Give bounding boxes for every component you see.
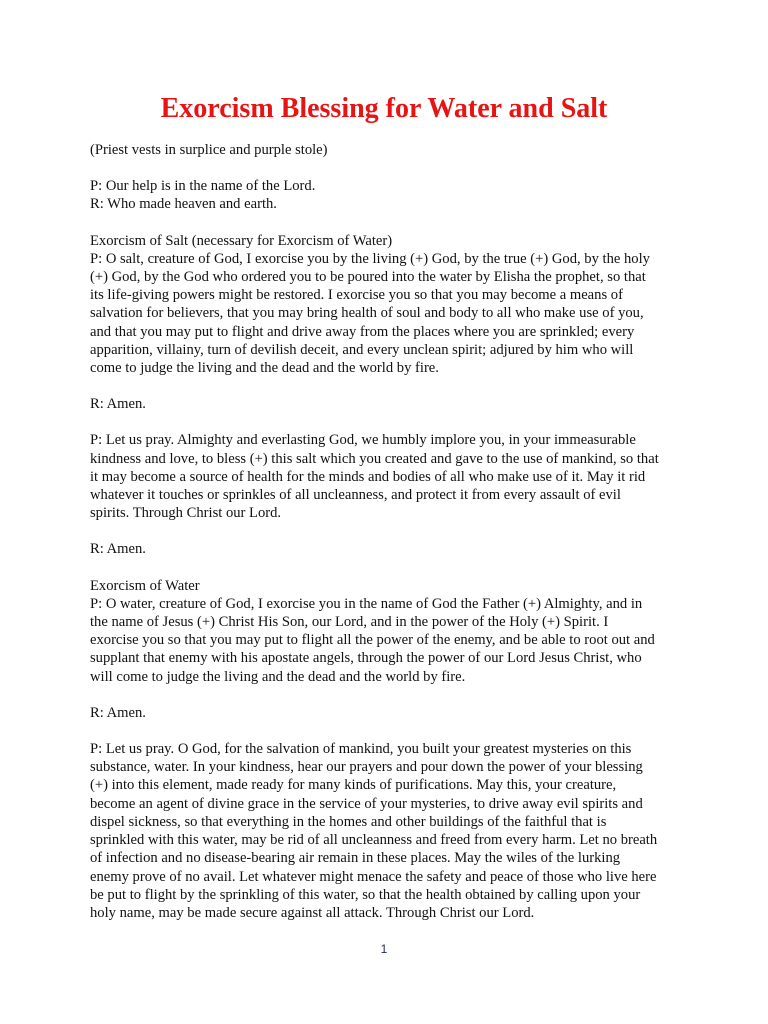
text-line: enemy prove of no avail. Let whatever might menace the safety and peace of those who live here — [90, 868, 657, 885]
text-line: salvation for believers, that you may bring health of soul and body to all who make use of you, — [90, 305, 644, 322]
text-line: (+) God, by the God who ordered you to be poured into the water by Elisha the prophet, so that — [90, 269, 646, 286]
text-line: (Priest vests in surplice and purple stole) — [90, 142, 328, 158]
text-line: P: O water, creature of God, I exorcise you in the name of God the Father (+) Almighty, and in — [90, 595, 643, 612]
text-line: it may become a source of health for the minds and bodies of all who make use of it. May it rid — [90, 468, 646, 485]
text-line: and that you may put to flight and drive away from the places where you are sprinkled; every — [90, 323, 635, 340]
paragraph — [90, 431, 690, 522]
paragraph — [90, 704, 690, 722]
text-line: come to judge the living and the dead and the world by fire. — [90, 360, 439, 377]
paragraph — [90, 740, 690, 922]
text-line: Exorcism of Water — [90, 577, 200, 594]
text-line: substance, water. In your kindness, hear our prayers and pour down the power of your blessing — [90, 759, 643, 776]
text-line: holy name, may be made secure against all attack. Through Christ our Lord. — [90, 904, 535, 921]
text-line: R: Amen. — [90, 704, 146, 721]
text-line: supplant that enemy with his apostate angels, through the power of our Lord Jesus Christ, who — [90, 650, 642, 667]
text-line: be put to flight by the sprinkling of this water, so that the health obtained by calling upon your — [90, 886, 641, 903]
text-line: P: Let us pray. O God, for the salvation of mankind, you built your greatest mysteries on this — [90, 741, 632, 758]
paragraph — [90, 232, 690, 378]
text-line: R: Amen. — [90, 396, 146, 413]
text-line: (+) into this element, made ready for many kinds of purifications. May this, your creature, — [90, 777, 617, 794]
text-line: spirits. Through Christ our Lord. — [90, 505, 282, 522]
paragraph — [90, 395, 690, 413]
text-line: become an agent of divine grace in the service of your mysteries, to drive away evil spirits and — [90, 795, 643, 812]
text-line: P: Our help is in the name of the Lord. — [90, 178, 316, 195]
text-line: whatever it touches or sprinkles of all uncleanness, and protect it from every assault of evil — [90, 487, 621, 504]
text-line: will come to judge the living and the dead and the world by fire. — [90, 668, 466, 685]
paragraph — [90, 141, 690, 159]
text-line: exorcise you so that you may put to flight all the power of the enemy, and be able to root out and — [90, 632, 655, 649]
text-line: of infection and no disease-bearing air remain in these places. May the wiles of the lurking — [90, 850, 621, 867]
text-line: R: Amen. — [90, 541, 146, 558]
text-line: R: Who made heaven and earth. — [90, 196, 277, 213]
text-line: P: O salt, creature of God, I exorcise you by the living (+) God, by the true (+) God, by the holy — [90, 250, 650, 267]
text-line: apparition, villainy, turn of devilish deceit, and every unclean spirit; adjured by him who will — [90, 341, 634, 358]
page-number: 1 — [380, 942, 388, 956]
paragraph — [90, 540, 690, 558]
paragraph — [90, 577, 690, 686]
text-line: Exorcism of Salt (necessary for Exorcism of Water) — [90, 232, 393, 249]
paragraph — [90, 177, 690, 213]
text-line: sprinkled with this water, may be rid of all uncleanness and freed from every harm. Let no breath — [90, 832, 658, 849]
text-line: P: Let us pray. Almighty and everlasting God, we humbly implore you, in your immeasurable — [90, 432, 636, 449]
page-title: Exorcism Blessing for Water and Salt — [160, 93, 608, 124]
text-line: the name of Jesus (+) Christ His Son, our Lord, and in the power of the Holy (+) Spirit. I — [90, 614, 609, 631]
document-body — [90, 141, 690, 940]
text-line: dispel sickness, so that everything in the homes and other buildings of the faithful that is — [90, 813, 607, 830]
text-line: kindness and love, to bless (+) this salt which you created and gave to the use of mankind, so that — [90, 450, 659, 467]
text-line: its life-giving powers might be restored. I exorcise you so that you may become a means of — [90, 287, 623, 304]
